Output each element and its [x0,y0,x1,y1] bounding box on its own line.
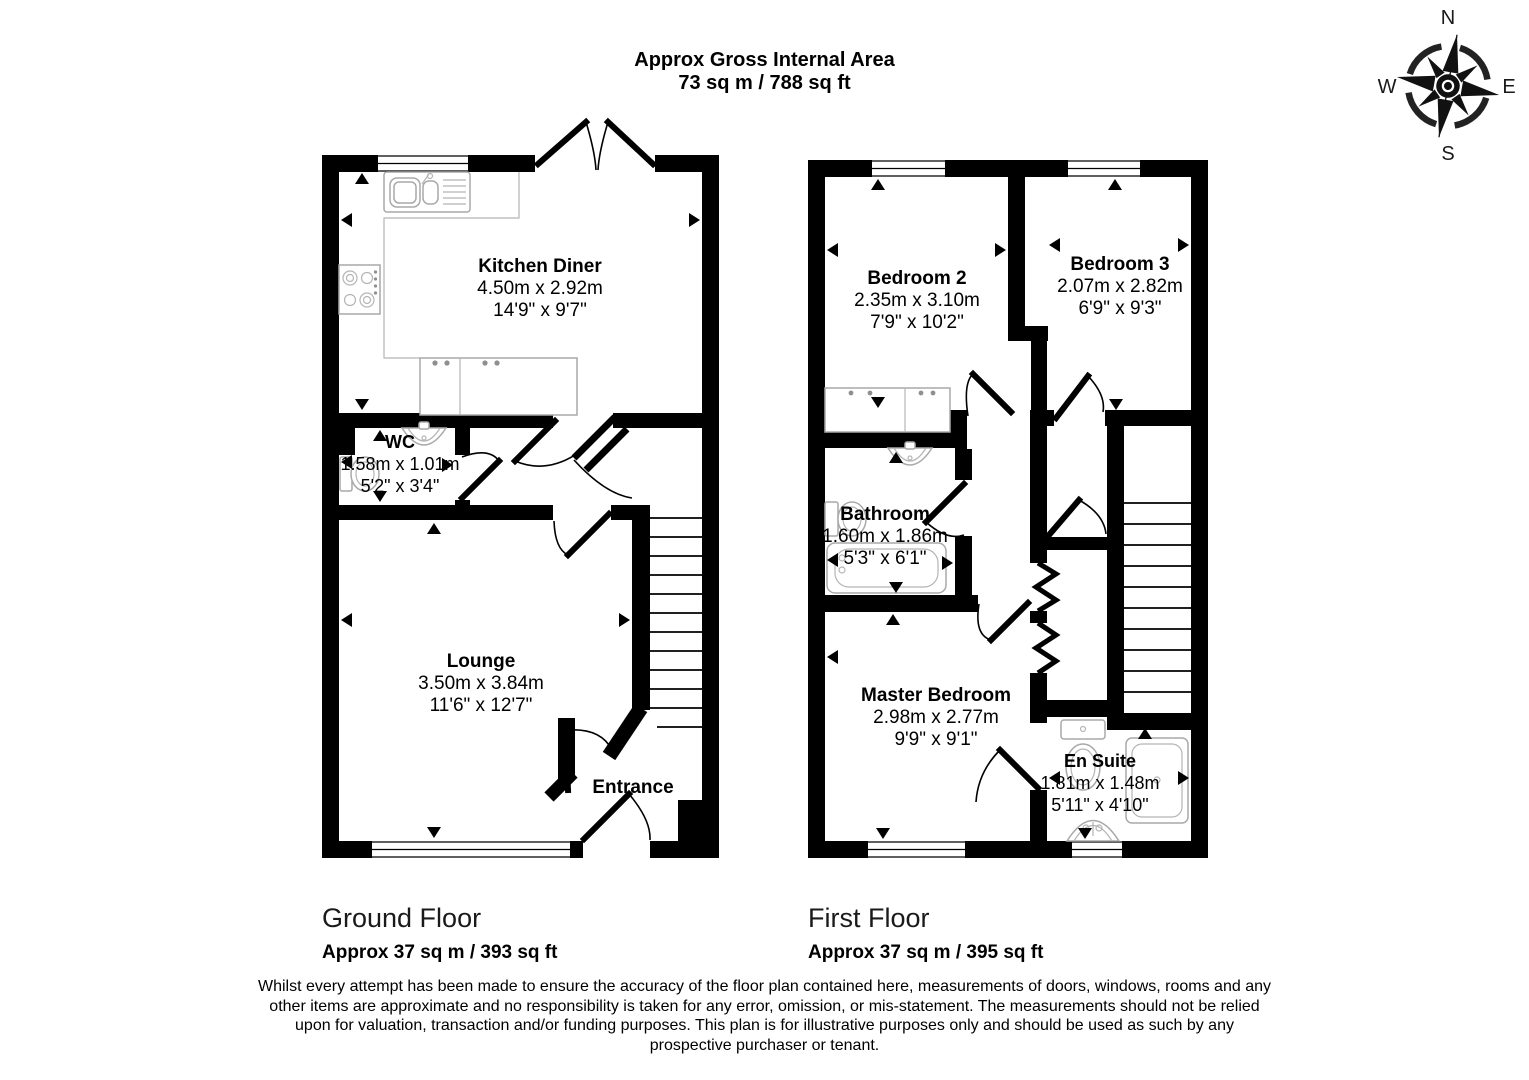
hob-icon [339,265,380,314]
first-floor-caption [808,903,1043,964]
ensuite-basin-icon [1067,821,1119,842]
compass-west-label: W [1378,76,1397,98]
compass-star [1388,26,1508,146]
compass-south-label: S [1441,143,1455,165]
front-door [584,794,650,840]
kitchen-sink-icon [384,172,470,212]
ground-floor-area: Approx 37 sq m / 393 sq ft [322,942,558,963]
first-floor-plan [808,150,1208,858]
ensuite-door [976,750,1038,802]
room-label-wc: WC 1.58m x 1.01m 5'2" x 3'4" [340,432,460,496]
first-floor-area: Approx 37 sq m / 395 sq ft [808,942,1044,963]
gross-area-title: Approx Gross Internal Area [634,49,895,71]
gross-area-value: 73 sq m / 788 sq ft [678,72,851,94]
room-label-bathroom: Bathroom 1.60m x 1.86m 5'3" x 6'1" [822,504,948,569]
kitchen-units-icon [420,358,577,415]
room-label-kitchen: Kitchen Diner 4.50m x 2.92m 14'9" x 9'7" [477,256,603,321]
compass-rose-icon [1378,4,1518,166]
first-staircase [1124,503,1191,692]
cupboard-door [1049,500,1106,535]
staircase [650,518,702,727]
bedroom2-vanity-icon [825,388,950,432]
ground-floor-title: Ground Floor [322,903,482,933]
room-label-bedroom3: Bedroom 3 2.07m x 2.82m 6'9" x 9'3" [1057,254,1183,319]
bedroom2-door [966,374,1011,416]
understairs-wall [574,417,632,498]
ground-floor-caption [322,903,557,964]
room-label-bedroom2: Bedroom 2 2.35m x 3.10m 7'9" x 10'2" [854,268,980,333]
page-title [0,49,1529,95]
first-floor-title: First Floor [808,903,930,933]
disclaimer-text: Whilst every attempt has been made to ensure the accuracy of the floor plan contained here, measurements of doors, windows, rooms and any other items are approximate and no responsibility is taken for any error, omission, or mis-statement. The measurements should not be relied upon for valuation, transaction and/or funding purposes. This plan is for illustrative purposes only and should be used as such by any prospective purchaser or tenant. [258,978,1271,1054]
room-label-lounge: Lounge 3.50m x 3.84m 11'6" x 12'7" [418,651,544,716]
room-label-ensuite: En Suite 1.81m x 1.48m 5'11" x 4'10" [1040,751,1160,815]
compass-east-label: E [1502,76,1516,98]
room-label-entrance: Entrance [592,777,674,798]
compass-north-label: N [1440,7,1456,29]
room-label-master: Master Bedroom 2.98m x 2.77m 9'9" x 9'1" [861,685,1011,750]
ground-floor-plan [322,110,719,858]
